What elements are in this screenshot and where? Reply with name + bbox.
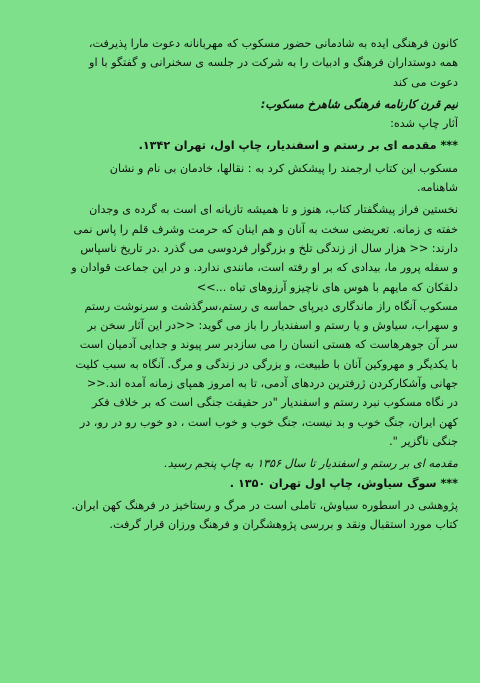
book1-line-8: مسکوب آنگاه راز ماندگاری دیرپای حماسه ی رستم،سرگذشت و سرنوشت رستم (84, 299, 458, 313)
book2-title: *** سوگ سیاوش، چاپ اول تهران ۱۳۵۰ . (229, 476, 458, 490)
book1-line-10: سر آن جوهرهاست که هستی انسان را می سازدبر سر پیوند و جدایی آدمیان است (79, 338, 458, 352)
book1-line-14: کهن ایران، جنگ خوب و بد نیست، جنگ خوب و خوب است ، دو خوب رو در رو، در (79, 415, 458, 429)
book2-line-2: کتاب مورد استقبال ونقد و بررسی پژوهشگران و فرهنگ ورزان قرار گرفت. (109, 518, 458, 532)
document-page (20, 34, 458, 534)
section-title: نیم قرن کارنامه فرهنگی شاهرخ مسکوب: (260, 97, 458, 111)
book1-line-4: خفته ی زمانه. تعریضی سخت به آنان و هم اینان که حرمت وشرف قلم را پاس نمی (73, 222, 458, 236)
book1-line-9: و سهراب، سیاوش و یا رستم و اسفندیار را باز می گوید: <<در این آثار سخن بر (87, 319, 458, 333)
book1-line-12: جهانی وآشکارکردن ژرفترین دردهای آدمی، تا به امروز همپای زمانه آمده اند.<< (86, 377, 458, 391)
intro-line-1: کانون فرهنگی ایده به شادمانی حضور مسکوب که مهربانانه دعوت مارا پذیرفت، (88, 37, 458, 50)
book1-line-11: با یکدیگر و مهروکین آنان با طبیعت، و بزرگی در زندگی و مرگ. آنگاه به سبب کلیت (75, 357, 458, 371)
intro-line-2: همه دوستداران فرهنگ و ادبیات را به شرکت در جلسه ی سخنرانی و گفتگو با او (89, 56, 458, 70)
book1-line-1: مسکوب این کتاب ارجمند را پیشکش کرد به : نقالها، خادمان بی نام و نشان (109, 161, 458, 175)
book1-line-2: شاهنامه. (416, 181, 458, 195)
book1-note: مقدمه ای بر رستم و اسفندیار تا سال ۱۳۵۶ به چاپ پنجم رسید. (164, 457, 458, 471)
book1-line-5: دارند: << هزار سال از زندگی تلخ و بزرگوار فردوسی می گذرد .در تاریخ ناسپاس (80, 241, 458, 255)
book1-line-7: دلقکان که مایهم با هوس های ناچیزو آرزوهای تباه ...>> (196, 280, 458, 294)
book1-line-3: نخستین فراز پیشگفتار کتاب، هنوز و تا همیشه تازیانه ای است به گرده ی وجدان (89, 203, 458, 217)
book2-line-1: پژوهشی در اسطوره سیاوش، تاملی است در مرگ و رستاخیز در فرهنگ کهن ایران. (71, 498, 458, 512)
book1-title: *** مقدمه ای بر رستم و اسفندیار، چاپ اول، تهران ۱۳۴۲. (138, 139, 458, 153)
published-label: آثار چاپ شده: (390, 117, 458, 131)
intro-line-3: دعوت می کند (393, 75, 458, 89)
book1-line-15: جنگی ناگزیر ". (389, 434, 458, 448)
book1-line-13: در نگاه مسکوب نبرد رستم و اسفندیار "در حقیقت جنگی است که بر خلاف فکر (91, 396, 458, 410)
book1-line-6: و سفله پرور ما، بیدادی که بر او رفته است، مانندی ندارد. و در این جماعت قوادان و (71, 261, 458, 275)
